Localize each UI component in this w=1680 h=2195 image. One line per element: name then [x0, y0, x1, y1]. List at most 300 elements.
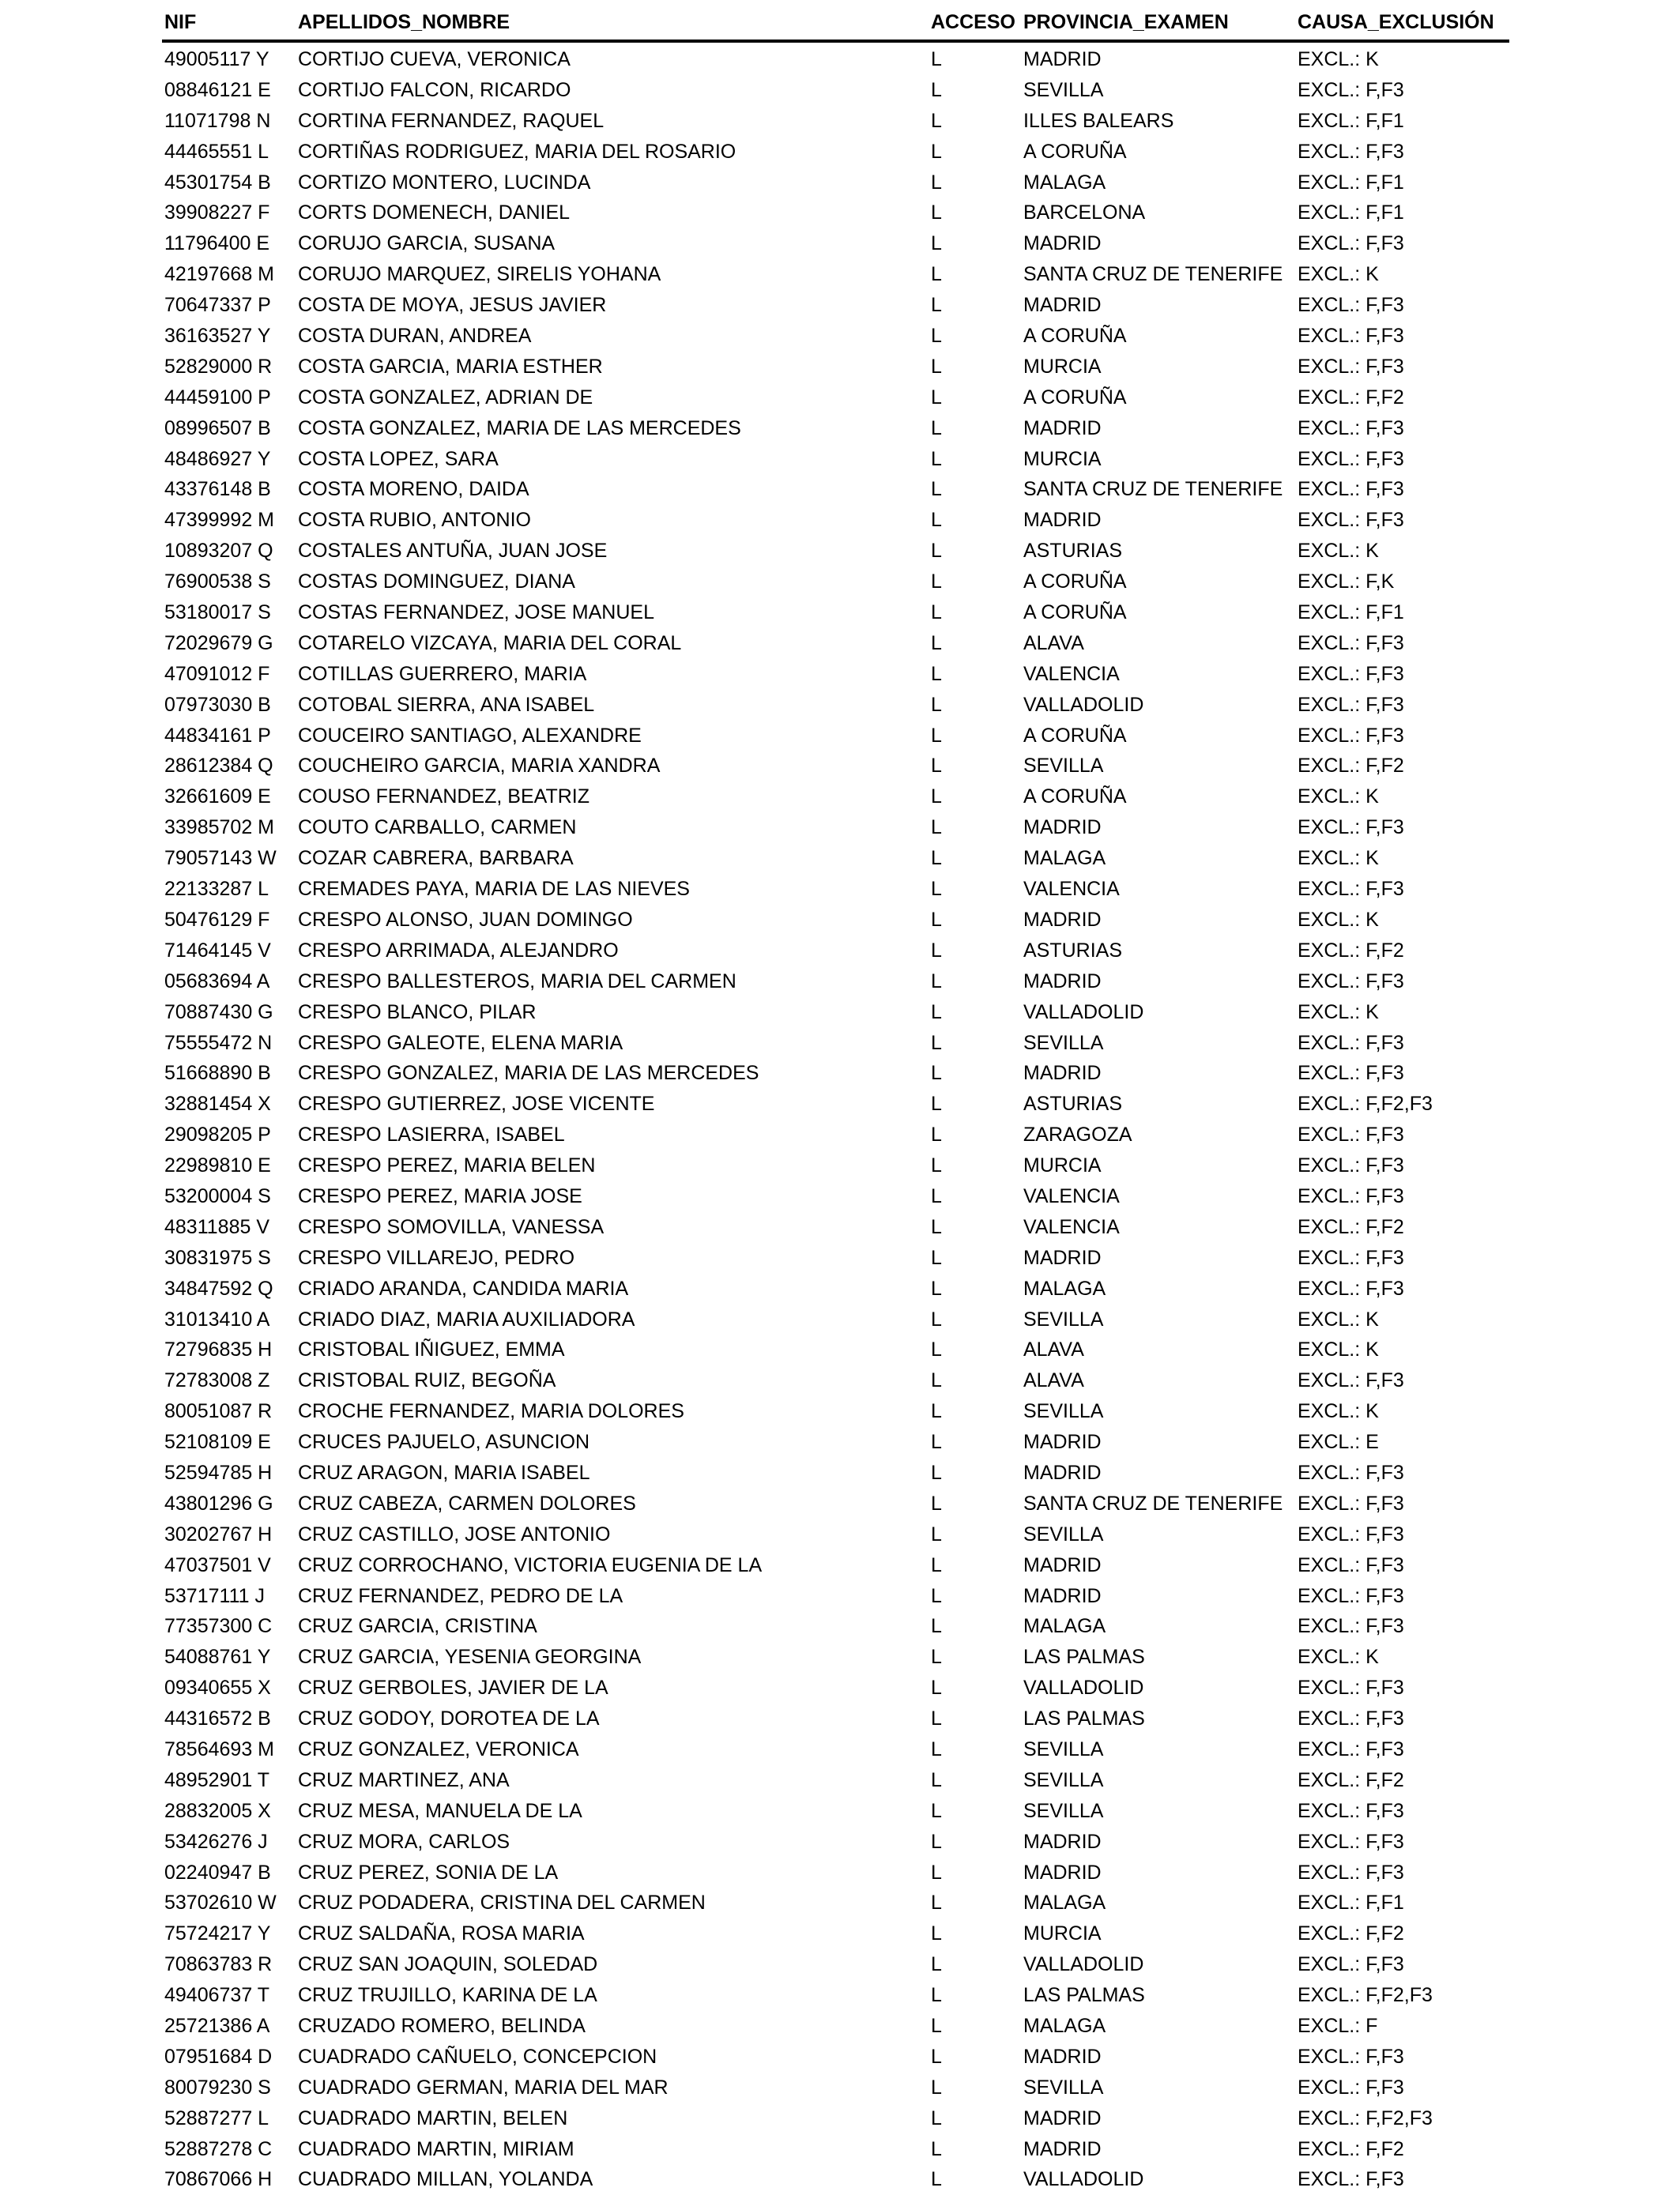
acceso-cell: L: [931, 1215, 942, 1238]
apellidos-nombre-cell: CRUZ PEREZ, SONIA DE LA: [298, 1861, 559, 1884]
table-row: [162, 1212, 1509, 1243]
causa-exclusion-cell: EXCL.: F,F1: [1298, 1892, 1404, 1915]
table-row: [162, 1888, 1509, 1918]
causa-exclusion-cell: EXCL.: K: [1298, 263, 1379, 286]
table-row: [162, 1673, 1509, 1704]
table-row: [162, 2073, 1509, 2103]
nif-cell: 47399992 M: [164, 509, 275, 532]
apellidos-nombre-cell: CRESPO GUTIERREZ, JOSE VICENTE: [298, 1093, 655, 1116]
acceso-cell: L: [931, 1246, 942, 1269]
apellidos-nombre-cell: CORUJO GARCIA, SUSANA: [298, 232, 556, 255]
acceso-cell: L: [931, 1922, 942, 1945]
provincia-examen-cell: A CORUÑA: [1023, 140, 1127, 163]
provincia-examen-cell: VALLADOLID: [1023, 1953, 1144, 1976]
acceso-cell: L: [931, 1000, 942, 1023]
nif-cell: 47091012 F: [164, 662, 270, 685]
causa-exclusion-cell: EXCL.: K: [1298, 540, 1379, 563]
apellidos-nombre-cell: CORTS DOMENECH, DANIEL: [298, 201, 571, 224]
header-apellidos-nombre: APELLIDOS_NOMBRE: [298, 11, 510, 33]
apellidos-nombre-cell: CRUZ CASTILLO, JOSE ANTONIO: [298, 1523, 611, 1546]
nif-cell: 72783008 Z: [164, 1369, 270, 1392]
causa-exclusion-cell: EXCL.: F,F3: [1298, 1861, 1404, 1884]
causa-exclusion-cell: EXCL.: F,F3: [1298, 1246, 1404, 1269]
causa-exclusion-cell: EXCL.: K: [1298, 1646, 1379, 1669]
provincia-examen-cell: MADRID: [1023, 1461, 1102, 1484]
provincia-examen-cell: MADRID: [1023, 2045, 1102, 2068]
apellidos-nombre-cell: CRUZ FERNANDEZ, PEDRO DE LA: [298, 1584, 623, 1607]
provincia-examen-cell: ASTURIAS: [1023, 1093, 1123, 1116]
provincia-examen-cell: SANTA CRUZ DE TENERIFE: [1023, 478, 1283, 501]
nif-cell: 77357300 C: [164, 1615, 273, 1638]
provincia-examen-cell: A CORUÑA: [1023, 785, 1127, 808]
apellidos-nombre-cell: CUADRADO CAÑUELO, CONCEPCION: [298, 2045, 657, 2068]
causa-exclusion-cell: EXCL.: F,F2: [1298, 755, 1404, 777]
provincia-examen-cell: VALENCIA: [1023, 1184, 1120, 1207]
provincia-examen-cell: A CORUÑA: [1023, 601, 1127, 624]
table-row: [162, 905, 1509, 936]
nif-cell: 72029679 G: [164, 631, 273, 654]
header-provincia-examen: PROVINCIA_EXAMEN: [1023, 11, 1229, 33]
table-row: [162, 1765, 1509, 1796]
apellidos-nombre-cell: CRUZADO ROMERO, BELINDA: [298, 2015, 586, 2037]
acceso-cell: L: [931, 1553, 942, 1576]
provincia-examen-cell: MALAGA: [1023, 1892, 1106, 1915]
causa-exclusion-cell: EXCL.: F,F2,F3: [1298, 1093, 1433, 1116]
apellidos-nombre-cell: COSTAS DOMINGUEZ, DIANA: [298, 570, 575, 593]
provincia-examen-cell: SEVILLA: [1023, 1308, 1104, 1331]
provincia-examen-cell: SEVILLA: [1023, 1031, 1104, 1054]
apellidos-nombre-cell: CRESPO BALLESTEROS, MARIA DEL CARMEN: [298, 969, 736, 992]
causa-exclusion-cell: EXCL.: F,F3: [1298, 1369, 1404, 1392]
causa-exclusion-cell: EXCL.: F,F3: [1298, 816, 1404, 839]
acceso-cell: L: [931, 847, 942, 870]
causa-exclusion-cell: EXCL.: K: [1298, 908, 1379, 931]
apellidos-nombre-cell: CRESPO BLANCO, PILAR: [298, 1000, 537, 1023]
apellidos-nombre-cell: CRIADO DIAZ, MARIA AUXILIADORA: [298, 1308, 635, 1331]
acceso-cell: L: [931, 1892, 942, 1915]
provincia-examen-cell: MADRID: [1023, 2107, 1102, 2129]
acceso-cell: L: [931, 755, 942, 777]
causa-exclusion-cell: EXCL.: F,F3: [1298, 1124, 1404, 1146]
table-row: [162, 290, 1509, 321]
causa-exclusion-cell: EXCL.: K: [1298, 785, 1379, 808]
nif-cell: 76900538 S: [164, 570, 271, 593]
acceso-cell: L: [931, 386, 942, 409]
acceso-cell: L: [931, 1861, 942, 1884]
provincia-examen-cell: MURCIA: [1023, 447, 1102, 470]
provincia-examen-cell: MADRID: [1023, 2137, 1102, 2160]
table-row: [162, 1642, 1509, 1673]
acceso-cell: L: [931, 693, 942, 716]
acceso-cell: L: [931, 1154, 942, 1177]
apellidos-nombre-cell: COTOBAL SIERRA, ANA ISABEL: [298, 693, 595, 716]
nif-cell: 70647337 P: [164, 294, 271, 317]
table-row: [162, 1305, 1509, 1335]
acceso-cell: L: [931, 355, 942, 378]
table-row: [162, 781, 1509, 812]
table-row: [162, 1150, 1509, 1181]
acceso-cell: L: [931, 1492, 942, 1515]
apellidos-nombre-cell: CUADRADO MARTIN, BELEN: [298, 2107, 568, 2129]
provincia-examen-cell: ILLES BALEARS: [1023, 109, 1174, 132]
table-row: [162, 659, 1509, 690]
table-row: [162, 1181, 1509, 1212]
acceso-cell: L: [931, 447, 942, 470]
acceso-cell: L: [931, 939, 942, 962]
acceso-cell: L: [931, 1369, 942, 1392]
acceso-cell: L: [931, 1984, 942, 2007]
causa-exclusion-cell: EXCL.: F,F3: [1298, 969, 1404, 992]
apellidos-nombre-cell: CUADRADO MARTIN, MIRIAM: [298, 2137, 574, 2160]
table-row: [162, 874, 1509, 905]
nif-cell: 70867066 H: [164, 2168, 273, 2191]
acceso-cell: L: [931, 1400, 942, 1423]
nif-cell: 09340655 X: [164, 1677, 271, 1700]
nif-cell: 45301754 B: [164, 171, 271, 194]
acceso-cell: L: [931, 325, 942, 348]
apellidos-nombre-cell: CORTIÑAS RODRIGUEZ, MARIA DEL ROSARIO: [298, 140, 736, 163]
causa-exclusion-cell: EXCL.: F,F3: [1298, 2076, 1404, 2099]
table-row: [162, 1519, 1509, 1550]
nif-cell: 30202767 H: [164, 1523, 273, 1546]
apellidos-nombre-cell: CORTIJO FALCON, RICARDO: [298, 78, 571, 101]
apellidos-nombre-cell: CRESPO VILLAREJO, PEDRO: [298, 1246, 575, 1269]
acceso-cell: L: [931, 1184, 942, 1207]
table-row: [162, 966, 1509, 997]
causa-exclusion-cell: EXCL.: F,F3: [1298, 232, 1404, 255]
causa-exclusion-cell: EXCL.: F,F2: [1298, 1768, 1404, 1791]
apellidos-nombre-cell: CRUZ GERBOLES, JAVIER DE LA: [298, 1677, 608, 1700]
table-row: [162, 1243, 1509, 1274]
provincia-examen-cell: ALAVA: [1023, 1369, 1084, 1392]
causa-exclusion-cell: EXCL.: F,F3: [1298, 294, 1404, 317]
nif-cell: 31013410 A: [164, 1308, 270, 1331]
table-row: [162, 168, 1509, 198]
causa-exclusion-cell: EXCL.: F,F3: [1298, 325, 1404, 348]
acceso-cell: L: [931, 1277, 942, 1300]
causa-exclusion-cell: EXCL.: F: [1298, 2015, 1378, 2037]
provincia-examen-cell: SANTA CRUZ DE TENERIFE: [1023, 263, 1283, 286]
nif-cell: 44465551 L: [164, 140, 269, 163]
apellidos-nombre-cell: COSTAS FERNANDEZ, JOSE MANUEL: [298, 601, 654, 624]
provincia-examen-cell: MADRID: [1023, 1584, 1102, 1607]
apellidos-nombre-cell: CRESPO SOMOVILLA, VANESSA: [298, 1215, 605, 1238]
apellidos-nombre-cell: CRESPO PEREZ, MARIA BELEN: [298, 1154, 596, 1177]
causa-exclusion-cell: EXCL.: K: [1298, 1338, 1379, 1361]
apellidos-nombre-cell: CRISTOBAL RUIZ, BEGOÑA: [298, 1369, 556, 1392]
provincia-examen-cell: ASTURIAS: [1023, 540, 1123, 563]
nif-cell: 52594785 H: [164, 1461, 273, 1484]
acceso-cell: L: [931, 631, 942, 654]
nif-cell: 43376148 B: [164, 478, 271, 501]
table-row: [162, 1427, 1509, 1458]
causa-exclusion-cell: EXCL.: F,F3: [1298, 1953, 1404, 1976]
acceso-cell: L: [931, 1461, 942, 1484]
apellidos-nombre-cell: CRUZ PODADERA, CRISTINA DEL CARMEN: [298, 1892, 706, 1915]
nif-cell: 48952901 T: [164, 1768, 269, 1791]
causa-exclusion-cell: EXCL.: K: [1298, 1308, 1379, 1331]
nif-cell: 05683694 A: [164, 969, 270, 992]
nif-cell: 25721386 A: [164, 2015, 270, 2037]
causa-exclusion-cell: EXCL.: F,F3: [1298, 1553, 1404, 1576]
apellidos-nombre-cell: CRUZ MORA, CARLOS: [298, 1830, 510, 1853]
provincia-examen-cell: MADRID: [1023, 1062, 1102, 1085]
nif-cell: 70887430 G: [164, 1000, 273, 1023]
table-row: [162, 1089, 1509, 1120]
provincia-examen-cell: VALENCIA: [1023, 1215, 1120, 1238]
nif-cell: 30831975 S: [164, 1246, 271, 1269]
causa-exclusion-cell: EXCL.: F,K: [1298, 570, 1395, 593]
apellidos-nombre-cell: CRESPO GALEOTE, ELENA MARIA: [298, 1031, 623, 1054]
provincia-examen-cell: MADRID: [1023, 416, 1102, 439]
provincia-examen-cell: MADRID: [1023, 908, 1102, 931]
apellidos-nombre-cell: COUCEIRO SANTIAGO, ALEXANDRE: [298, 724, 642, 747]
header-acceso: ACCESO: [931, 11, 1015, 33]
provincia-examen-cell: VALLADOLID: [1023, 1677, 1144, 1700]
nif-cell: 52829000 R: [164, 355, 273, 378]
causa-exclusion-cell: EXCL.: E: [1298, 1431, 1379, 1454]
acceso-cell: L: [931, 1124, 942, 1146]
table-row: [162, 1918, 1509, 1949]
provincia-examen-cell: MADRID: [1023, 232, 1102, 255]
nif-cell: 50476129 F: [164, 908, 270, 931]
apellidos-nombre-cell: COZAR CABRERA, BARBARA: [298, 847, 574, 870]
acceso-cell: L: [931, 478, 942, 501]
causa-exclusion-cell: EXCL.: F,F3: [1298, 1492, 1404, 1515]
apellidos-nombre-cell: COSTA GONZALEZ, MARIA DE LAS MERCEDES: [298, 416, 741, 439]
causa-exclusion-cell: EXCL.: F,F3: [1298, 78, 1404, 101]
apellidos-nombre-cell: CREMADES PAYA, MARIA DE LAS NIEVES: [298, 878, 690, 901]
provincia-examen-cell: SEVILLA: [1023, 1768, 1104, 1791]
acceso-cell: L: [931, 1830, 942, 1853]
apellidos-nombre-cell: CUADRADO GERMAN, MARIA DEL MAR: [298, 2076, 669, 2099]
acceso-cell: L: [931, 1431, 942, 1454]
causa-exclusion-cell: EXCL.: F,F1: [1298, 109, 1404, 132]
nif-cell: 53200004 S: [164, 1184, 271, 1207]
apellidos-nombre-cell: CRUZ GODOY, DOROTEA DE LA: [298, 1707, 600, 1730]
acceso-cell: L: [931, 816, 942, 839]
acceso-cell: L: [931, 908, 942, 931]
apellidos-nombre-cell: CUADRADO MILLAN, YOLANDA: [298, 2168, 593, 2191]
causa-exclusion-cell: EXCL.: F,F3: [1298, 1615, 1404, 1638]
causa-exclusion-cell: EXCL.: F,F2: [1298, 1215, 1404, 1238]
acceso-cell: L: [931, 2107, 942, 2129]
nif-cell: 71464145 V: [164, 939, 271, 962]
nif-cell: 02240947 B: [164, 1861, 271, 1884]
apellidos-nombre-cell: CROCHE FERNANDEZ, MARIA DOLORES: [298, 1400, 684, 1423]
acceso-cell: L: [931, 2076, 942, 2099]
acceso-cell: L: [931, 1768, 942, 1791]
causa-exclusion-cell: EXCL.: F,F3: [1298, 1523, 1404, 1546]
provincia-examen-cell: SEVILLA: [1023, 755, 1104, 777]
apellidos-nombre-cell: CRUZ SALDAÑA, ROSA MARIA: [298, 1922, 585, 1945]
apellidos-nombre-cell: CRISTOBAL IÑIGUEZ, EMMA: [298, 1338, 565, 1361]
table-row: [162, 1274, 1509, 1305]
apellidos-nombre-cell: CRUZ MARTINEZ, ANA: [298, 1768, 510, 1791]
nif-cell: 49406737 T: [164, 1984, 269, 2007]
provincia-examen-cell: MADRID: [1023, 969, 1102, 992]
provincia-examen-cell: A CORUÑA: [1023, 570, 1127, 593]
table-row: [162, 751, 1509, 781]
table-row: [162, 1335, 1509, 1365]
provincia-examen-cell: LAS PALMAS: [1023, 1646, 1145, 1669]
apellidos-nombre-cell: CORTINA FERNANDEZ, RAQUEL: [298, 109, 605, 132]
causa-exclusion-cell: EXCL.: F,F3: [1298, 447, 1404, 470]
apellidos-nombre-cell: COSTA DURAN, ANDREA: [298, 325, 532, 348]
apellidos-nombre-cell: CRUZ ARAGON, MARIA ISABEL: [298, 1461, 590, 1484]
acceso-cell: L: [931, 2137, 942, 2160]
table-row: [162, 75, 1509, 106]
table-row: [162, 2042, 1509, 2073]
table-row: [162, 382, 1509, 413]
provincia-examen-cell: VALENCIA: [1023, 662, 1120, 685]
provincia-examen-cell: LAS PALMAS: [1023, 1984, 1145, 2007]
nif-cell: 70863783 R: [164, 1953, 273, 1976]
table-row: [162, 1458, 1509, 1489]
table-row: [162, 2134, 1509, 2165]
nif-cell: 32881454 X: [164, 1093, 271, 1116]
causa-exclusion-cell: EXCL.: F,F3: [1298, 724, 1404, 747]
acceso-cell: L: [931, 1953, 942, 1976]
causa-exclusion-cell: EXCL.: F,F1: [1298, 601, 1404, 624]
nif-cell: 47037501 V: [164, 1553, 271, 1576]
acceso-cell: L: [931, 109, 942, 132]
causa-exclusion-cell: EXCL.: F,F2: [1298, 939, 1404, 962]
nif-cell: 07973030 B: [164, 693, 271, 716]
provincia-examen-cell: MURCIA: [1023, 355, 1102, 378]
causa-exclusion-cell: EXCL.: F,F3: [1298, 662, 1404, 685]
acceso-cell: L: [931, 232, 942, 255]
table-row: [162, 843, 1509, 874]
header-causa-exclusion: CAUSA_EXCLUSIÓN: [1298, 11, 1494, 33]
nif-cell: 11796400 E: [164, 232, 269, 255]
apellidos-nombre-cell: COTILLAS GUERRERO, MARIA: [298, 662, 587, 685]
apellidos-nombre-cell: CRUZ TRUJILLO, KARINA DE LA: [298, 1984, 597, 2007]
causa-exclusion-cell: EXCL.: F,F3: [1298, 1184, 1404, 1207]
apellidos-nombre-cell: COUTO CARBALLO, CARMEN: [298, 816, 577, 839]
table-row: [162, 1028, 1509, 1059]
table-row: [162, 690, 1509, 721]
acceso-cell: L: [931, 201, 942, 224]
provincia-examen-cell: BARCELONA: [1023, 201, 1146, 224]
causa-exclusion-cell: EXCL.: F,F3: [1298, 140, 1404, 163]
provincia-examen-cell: SEVILLA: [1023, 2076, 1104, 2099]
table-row: [162, 1858, 1509, 1888]
apellidos-nombre-cell: COUSO FERNANDEZ, BEATRIZ: [298, 785, 590, 808]
apellidos-nombre-cell: COSTA MORENO, DAIDA: [298, 478, 529, 501]
acceso-cell: L: [931, 1799, 942, 1822]
apellidos-nombre-cell: COSTA DE MOYA, JESUS JAVIER: [298, 294, 607, 317]
causa-exclusion-cell: EXCL.: F,F3: [1298, 1707, 1404, 1730]
nif-cell: 75555472 N: [164, 1031, 273, 1054]
provincia-examen-cell: ALAVA: [1023, 631, 1084, 654]
nif-cell: 39908227 F: [164, 201, 270, 224]
apellidos-nombre-cell: CRUZ SAN JOAQUIN, SOLEDAD: [298, 1953, 598, 1976]
table-body: [162, 44, 1509, 2195]
nif-cell: 52108109 E: [164, 1431, 271, 1454]
nif-cell: 53702610 W: [164, 1892, 277, 1915]
table-row: [162, 352, 1509, 382]
causa-exclusion-cell: EXCL.: F,F3: [1298, 1799, 1404, 1822]
table-row: [162, 474, 1509, 505]
provincia-examen-cell: VALLADOLID: [1023, 2168, 1144, 2191]
provincia-examen-cell: SEVILLA: [1023, 1400, 1104, 1423]
apellidos-nombre-cell: CRESPO GONZALEZ, MARIA DE LAS MERCEDES: [298, 1062, 759, 1085]
apellidos-nombre-cell: CRESPO PEREZ, MARIA JOSE: [298, 1184, 582, 1207]
provincia-examen-cell: A CORUÑA: [1023, 386, 1127, 409]
apellidos-nombre-cell: CRESPO LASIERRA, ISABEL: [298, 1124, 565, 1146]
acceso-cell: L: [931, 724, 942, 747]
provincia-examen-cell: SEVILLA: [1023, 1738, 1104, 1760]
acceso-cell: L: [931, 1062, 942, 1085]
header-divider: [162, 40, 1509, 43]
table-row: [162, 321, 1509, 352]
table-header: [162, 8, 1509, 40]
provincia-examen-cell: MADRID: [1023, 816, 1102, 839]
table-row: [162, 2011, 1509, 2042]
acceso-cell: L: [931, 78, 942, 101]
apellidos-nombre-cell: CRUZ MESA, MANUELA DE LA: [298, 1799, 582, 1822]
acceso-cell: L: [931, 48, 942, 70]
nif-cell: 48486927 Y: [164, 447, 271, 470]
apellidos-nombre-cell: CORTIZO MONTERO, LUCINDA: [298, 171, 591, 194]
nif-cell: 79057143 W: [164, 847, 277, 870]
nif-cell: 49005117 Y: [164, 48, 269, 70]
provincia-examen-cell: MADRID: [1023, 48, 1102, 70]
causa-exclusion-cell: EXCL.: K: [1298, 48, 1379, 70]
table-row: [162, 1796, 1509, 1827]
acceso-cell: L: [931, 878, 942, 901]
acceso-cell: L: [931, 2015, 942, 2037]
acceso-cell: L: [931, 785, 942, 808]
acceso-cell: L: [931, 1338, 942, 1361]
acceso-cell: L: [931, 1031, 942, 1054]
table-row: [162, 2103, 1509, 2134]
nif-cell: 72796835 H: [164, 1338, 273, 1361]
acceso-cell: L: [931, 601, 942, 624]
provincia-examen-cell: VALLADOLID: [1023, 693, 1144, 716]
causa-exclusion-cell: EXCL.: F,F1: [1298, 171, 1404, 194]
causa-exclusion-cell: EXCL.: F,F3: [1298, 1830, 1404, 1853]
acceso-cell: L: [931, 2045, 942, 2068]
provincia-examen-cell: MADRID: [1023, 1431, 1102, 1454]
causa-exclusion-cell: EXCL.: K: [1298, 847, 1379, 870]
table-row: [162, 1611, 1509, 1642]
apellidos-nombre-cell: CRIADO ARANDA, CANDIDA MARIA: [298, 1277, 629, 1300]
table-row: [162, 259, 1509, 290]
nif-cell: 22133287 L: [164, 878, 269, 901]
acceso-cell: L: [931, 662, 942, 685]
acceso-cell: L: [931, 969, 942, 992]
nif-cell: 51668890 B: [164, 1062, 271, 1085]
provincia-examen-cell: MADRID: [1023, 1830, 1102, 1853]
provincia-examen-cell: A CORUÑA: [1023, 325, 1127, 348]
acceso-cell: L: [931, 1093, 942, 1116]
table-row: [162, 228, 1509, 259]
nif-cell: 54088761 Y: [164, 1646, 271, 1669]
apellidos-nombre-cell: CRUZ CORROCHANO, VICTORIA EUGENIA DE LA: [298, 1553, 763, 1576]
provincia-examen-cell: MALAGA: [1023, 1277, 1106, 1300]
table-row: [162, 1980, 1509, 2011]
provincia-examen-cell: A CORUÑA: [1023, 724, 1127, 747]
causa-exclusion-cell: EXCL.: F,F2: [1298, 386, 1404, 409]
provincia-examen-cell: SEVILLA: [1023, 78, 1104, 101]
provincia-examen-cell: LAS PALMAS: [1023, 1707, 1145, 1730]
nif-cell: 28832005 X: [164, 1799, 271, 1822]
table-row: [162, 137, 1509, 168]
nif-cell: 52887278 C: [164, 2137, 273, 2160]
causa-exclusion-cell: EXCL.: F,F2: [1298, 2137, 1404, 2160]
